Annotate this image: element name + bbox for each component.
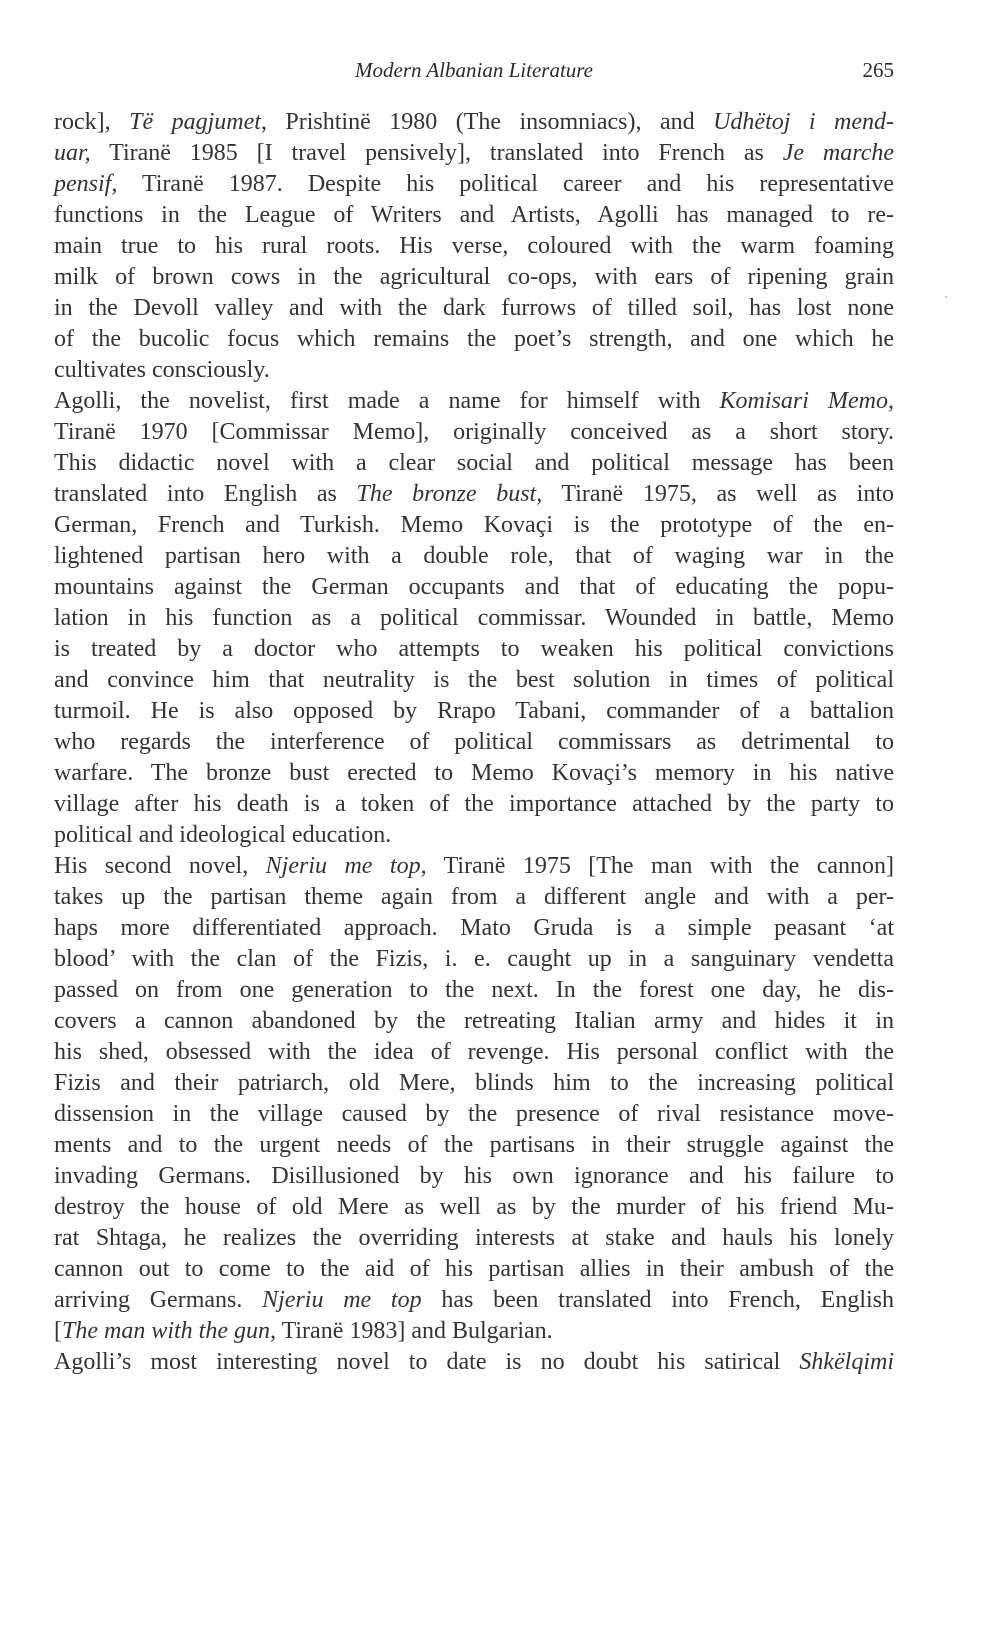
text-segment: German, French and Turkish. Memo Kovaçi is the prototype of the en- <box>54 512 894 538</box>
text-segment: village after his death is a token of the importance attached by the party to <box>54 791 894 817</box>
text-segment: mountains against the German occupants and that of educating the popu- <box>54 574 894 600</box>
text-line <box>54 293 894 324</box>
italic-title: uar, <box>54 140 91 166</box>
text-segment: haps more differentiated approach. Mato Gruda is a simple peasant ‘at <box>54 915 894 941</box>
text-line <box>54 355 894 386</box>
italic-title: Njeriu me top, <box>265 853 427 879</box>
text-segment: lightened partisan hero with a double role, that of waging war in the <box>54 543 894 569</box>
text-line <box>54 417 894 448</box>
text-line <box>54 541 894 572</box>
text-line <box>54 851 894 882</box>
text-line <box>54 386 894 417</box>
text-line <box>54 1037 894 1068</box>
text-segment: his shed, obsessed with the idea of revenge. His personal conflict with the <box>54 1039 894 1065</box>
text-line <box>54 820 894 851</box>
text-segment: rat Shtaga, he realizes the overriding interests at stake and hauls his lonely <box>54 1225 894 1251</box>
text-segment: This didactic novel with a clear social and political message has been <box>54 450 894 476</box>
text-line <box>54 1099 894 1130</box>
text-line <box>54 1285 894 1316</box>
text-segment: Tiranë 1983] and Bulgarian. <box>276 1318 553 1344</box>
text-segment: political and ideological education. <box>54 822 392 848</box>
text-line <box>54 262 894 293</box>
text-segment: arriving Germans. <box>54 1287 263 1313</box>
text-line <box>54 1161 894 1192</box>
text-line <box>54 975 894 1006</box>
paragraph <box>54 851 894 1347</box>
text-line <box>54 789 894 820</box>
text-segment: in the Devoll valley and with the dark furrows of tilled soil, has lost none <box>54 295 894 321</box>
text-line <box>54 1223 894 1254</box>
text-segment: Tiranë 1970 [Commissar Memo], originally conceived as a short story. <box>54 419 894 445</box>
text-segment: covers a cannon abandoned by the retreating Italian army and hides it in <box>54 1008 894 1034</box>
text-line <box>54 448 894 479</box>
text-segment: functions in the League of Writers and Artists, Agolli has managed to re- <box>54 202 894 228</box>
text-line <box>54 913 894 944</box>
italic-title: Njeriu me top <box>262 1287 422 1313</box>
text-line <box>54 200 894 231</box>
text-segment: Fizis and their patriarch, old Mere, blinds him to the increasing political <box>54 1070 894 1096</box>
italic-title: The bronze bust, <box>356 481 543 507</box>
text-line <box>54 1316 894 1347</box>
italic-title: Komisari Memo, <box>719 388 894 414</box>
text-segment: His second novel, <box>54 853 266 879</box>
paragraph <box>54 107 894 386</box>
text-segment: rock], <box>54 109 130 135</box>
text-line <box>54 1068 894 1099</box>
italic-title: Shkëlqimi <box>799 1349 894 1375</box>
text-line <box>54 1130 894 1161</box>
text-segment: blood’ with the clan of the Fizis, i. e. caught up in a sanguinary vendetta <box>54 946 894 972</box>
text-line <box>54 107 894 138</box>
text-line <box>54 1006 894 1037</box>
text-line <box>54 231 894 262</box>
text-segment: is treated by a doctor who attempts to weaken his political convictions <box>54 636 894 662</box>
text-line <box>54 324 894 355</box>
text-segment: Tiranë 1985 [I travel pensively], translated into French as <box>90 140 783 166</box>
text-segment: Tiranë 1987. Despite his political career and his representative <box>117 171 894 197</box>
italic-title: The man with the gun, <box>62 1318 276 1344</box>
text-segment: dissension in the village caused by the presence of rival resistance move- <box>54 1101 894 1127</box>
text-line <box>54 1192 894 1223</box>
page-number: 265 <box>862 58 894 82</box>
text-segment: warfare. The bronze bust erected to Memo Kovaçi’s memory in his native <box>54 760 894 786</box>
text-segment: invading Germans. Disillusioned by his own ignorance and his failure to <box>54 1163 894 1189</box>
text-segment: lation in his function as a political commissar. Wounded in battle, Memo <box>54 605 894 631</box>
italic-title: Të pagjumet, <box>129 109 267 135</box>
text-segment: Agolli, the novelist, first made a name for himself with <box>54 388 720 414</box>
text-line <box>54 1347 894 1378</box>
text-line <box>54 479 894 510</box>
text-segment: turmoil. He is also opposed by Rrapo Tabani, commander of a battalion <box>54 698 894 724</box>
text-segment: destroy the house of old Mere as well as by the murder of his friend Mu- <box>54 1194 894 1220</box>
text-line <box>54 138 894 169</box>
italic-title: pensif, <box>54 171 118 197</box>
paragraph <box>54 386 894 851</box>
text-segment: takes up the partisan theme again from a different angle and with a per- <box>54 884 894 910</box>
text-segment: [ <box>54 1318 62 1344</box>
text-line <box>54 665 894 696</box>
text-segment: has been translated into French, English <box>421 1287 895 1313</box>
text-line <box>54 169 894 200</box>
running-title: Modern Albanian Literature <box>355 58 593 82</box>
text-segment: translated into English as <box>54 481 357 507</box>
scan-speck <box>945 296 947 298</box>
text-segment: Tiranë 1975 [The man with the cannon] <box>426 853 894 879</box>
italic-title: Je marche <box>782 140 895 166</box>
paragraph <box>54 1347 894 1378</box>
text-segment: milk of brown cows in the agricultural co-ops, with ears of ripening grain <box>54 264 894 290</box>
text-segment: Tiranë 1975, as well as into <box>542 481 894 507</box>
text-line <box>54 758 894 789</box>
text-line <box>54 510 894 541</box>
body-text <box>54 107 894 1378</box>
text-line <box>54 696 894 727</box>
text-segment: and convince him that neutrality is the best solution in times of political <box>54 667 894 693</box>
text-line <box>54 572 894 603</box>
text-segment: who regards the interference of political commissars as detrimental to <box>54 729 894 755</box>
text-line <box>54 1254 894 1285</box>
text-segment: Prishtinë 1980 (The insomniacs), and <box>266 109 714 135</box>
italic-title: Udhëtoj i mend- <box>713 109 895 135</box>
text-segment: main true to his rural roots. His verse, coloured with the warm foaming <box>54 233 894 259</box>
text-line <box>54 634 894 665</box>
running-header <box>54 58 894 88</box>
text-line <box>54 603 894 634</box>
text-segment: ments and to the urgent needs of the partisans in their struggle against the <box>54 1132 894 1158</box>
text-line <box>54 944 894 975</box>
text-segment: of the bucolic focus which remains the poet’s strength, and one which he <box>54 326 894 352</box>
text-segment: cannon out to come to the aid of his partisan allies in their ambush of the <box>54 1256 894 1282</box>
text-line <box>54 727 894 758</box>
text-segment: Agolli’s most interesting novel to date is no doubt his satirical <box>54 1349 800 1375</box>
text-segment: passed on from one generation to the next. In the forest one day, he dis- <box>54 977 894 1003</box>
text-segment: cultivates consciously. <box>54 357 270 383</box>
text-line <box>54 882 894 913</box>
